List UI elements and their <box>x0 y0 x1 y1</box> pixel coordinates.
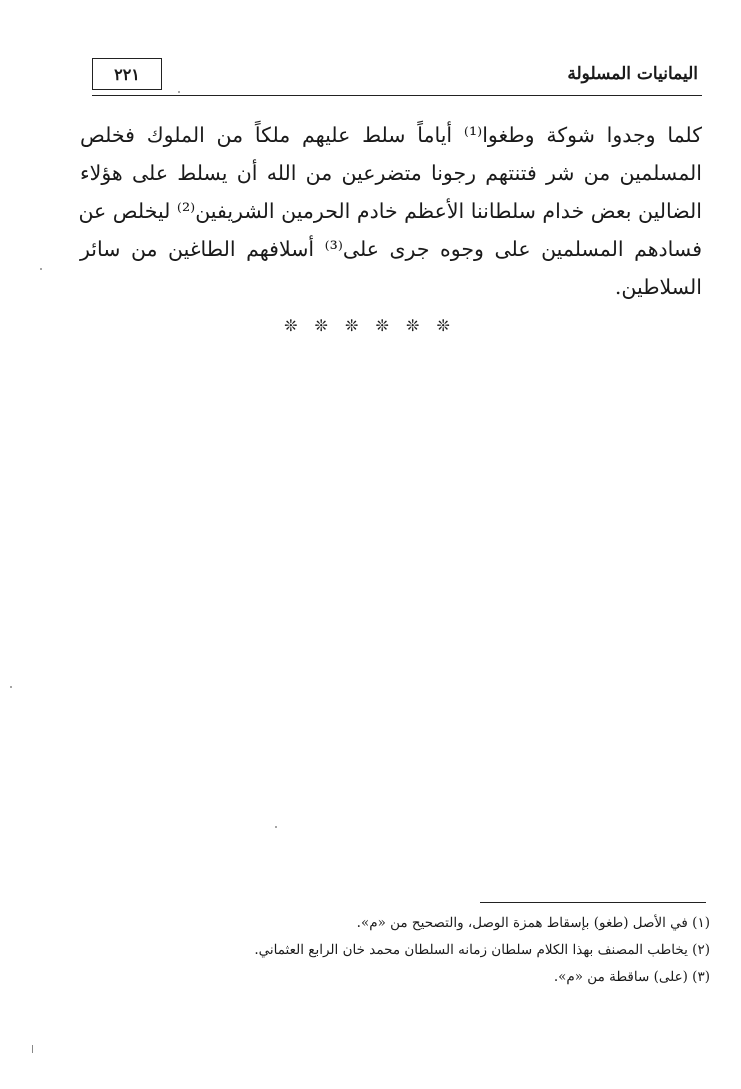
footnote-3: (٣) (على) ساقطة من «م». <box>553 969 710 985</box>
body-line: المسلمين من شر فتنتهم رجونا متضرعين من الله أن يسلط على هؤلاء <box>80 161 702 185</box>
scan-speck <box>10 686 12 688</box>
footnote-1: (١) في الأصل (طغو) بإسقاط همزة الوصل، والتصحيح من «م». <box>356 915 710 931</box>
body-line: الضالين بعض خدام سلطاننا الأعظم خادم الحرمين الشريفين⁽²⁾ ليخلص عن <box>78 199 702 223</box>
page-number-box <box>92 58 162 90</box>
footnote-2: (٢) يخاطب المصنف بهذا الكلام سلطان زمانه السلطان محمد خان الرابع العثماني. <box>254 942 710 958</box>
body-paragraph <box>80 116 702 306</box>
body-line: كلما وجدوا شوكة وطغوا⁽¹⁾ أياماً سلط عليهم ملكاً من الملوك فخلص <box>80 123 702 147</box>
body-line: فسادهم المسلمين على وجوه جرى على⁽³⁾ أسلافهم الطاغين من سائر <box>80 237 703 261</box>
scan-speck <box>275 826 277 828</box>
scan-speck <box>32 1045 33 1053</box>
running-header <box>92 58 702 98</box>
footnote-rule <box>480 902 706 903</box>
header-rule <box>92 95 702 96</box>
scan-speck <box>40 268 42 270</box>
section-divider-stars: ❊ ❊ ❊ ❊ ❊ ❊ <box>284 316 456 335</box>
header-title: اليمانيات المسلولة <box>567 64 698 84</box>
page-number: ٢٢١ <box>114 64 140 84</box>
body-line: السلاطين. <box>614 275 702 299</box>
footnotes <box>120 910 710 991</box>
scan-speck <box>178 91 180 93</box>
